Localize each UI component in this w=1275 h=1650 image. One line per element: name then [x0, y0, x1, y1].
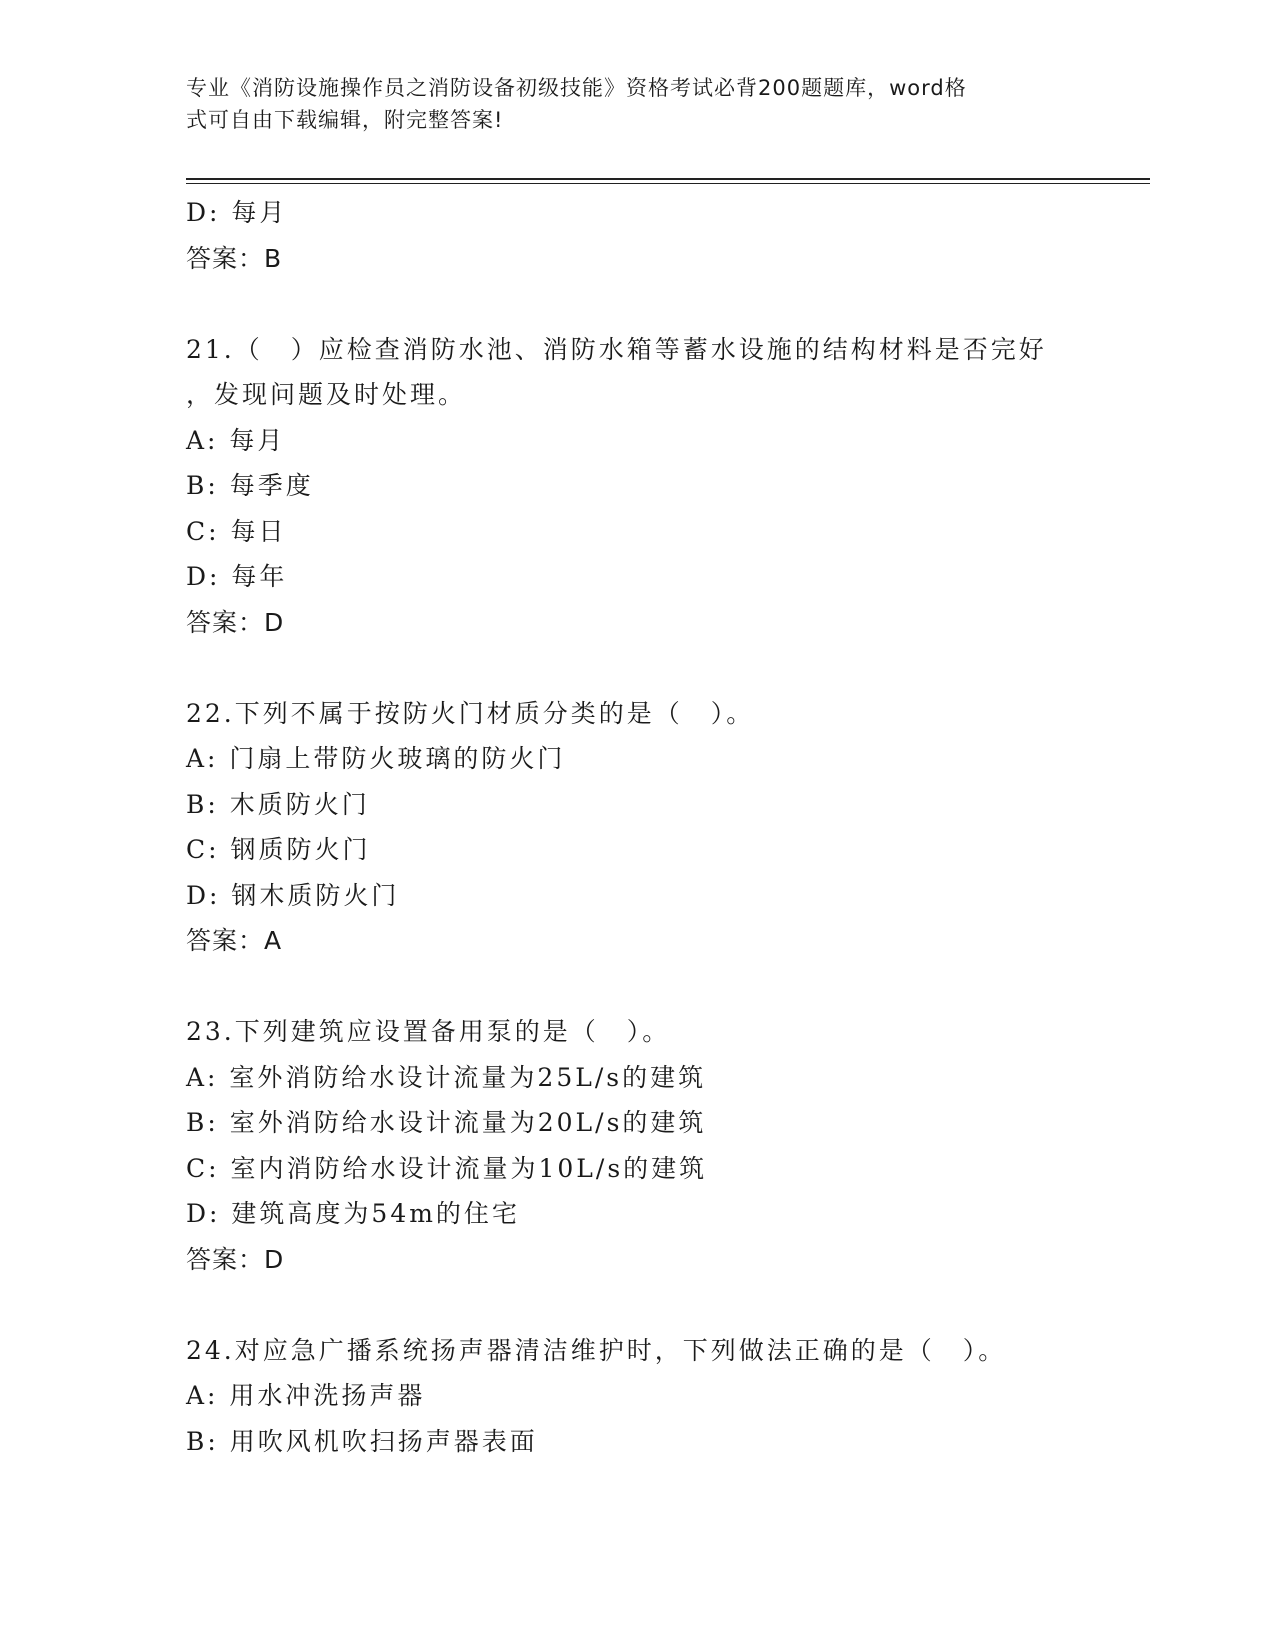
question-21-answer: 答案：D — [186, 607, 285, 637]
header-line-1: 专业《消防设施操作员之消防设备初级技能》资格考试必背200题题库，word格 — [186, 76, 967, 100]
question-list — [186, 190, 1106, 1464]
header-divider-thin — [186, 183, 1150, 184]
question-23-answer: 答案：D — [186, 1244, 285, 1274]
question-21-option-a: A: 每月 — [186, 425, 286, 455]
question-21-option-b: B: 每季度 — [186, 471, 314, 500]
question-22-option-d: D: 钢木质防火门 — [186, 880, 400, 910]
question-22-option-a: A: 门扇上带防火玻璃的防火门 — [186, 744, 566, 773]
question-22-answer: 答案：A — [186, 926, 283, 955]
question-21-stem-line-1: 21.（ ）应检查消防水池、消防水箱等蓄水设施的结构材料是否完好 — [186, 334, 1047, 364]
prev-option-d: D: 每月 — [186, 198, 288, 227]
question-21-option-c: C: 每日 — [186, 516, 287, 546]
document-header — [186, 72, 1066, 136]
question-24-option-a: A: 用水冲洗扬声器 — [186, 1381, 426, 1410]
spacer — [186, 281, 1106, 327]
spacer — [186, 645, 1106, 691]
question-23-stem: 23.下列建筑应设置备用泵的是（ ）。 — [186, 1017, 671, 1046]
question-22-stem: 22.下列不属于按防火门材质分类的是（ ）。 — [186, 698, 755, 728]
question-24-option-b: B: 用吹风机吹扫扬声器表面 — [186, 1426, 538, 1456]
spacer — [186, 964, 1106, 1010]
question-23-option-a: A: 室外消防给水设计流量为25L/s的建筑 — [186, 1062, 707, 1092]
question-23-option-c: C: 室内消防给水设计流量为10L/s的建筑 — [186, 1153, 708, 1183]
header-divider-thick — [186, 178, 1150, 180]
question-21-stem-line-2: ，发现问题及时处理。 — [186, 380, 467, 409]
spacer — [186, 1282, 1106, 1328]
prev-answer: 答案：B — [186, 243, 283, 273]
question-23-option-d: D: 建筑高度为54m的住宅 — [186, 1199, 520, 1228]
question-22-option-b: B: 木质防火门 — [186, 789, 370, 819]
question-21-option-d: D: 每年 — [186, 562, 288, 591]
question-22-option-c: C: 钢质防火门 — [186, 835, 371, 864]
question-23-option-b: B: 室外消防给水设计流量为20L/s的建筑 — [186, 1108, 707, 1137]
header-line-2: 式可自由下载编辑，附完整答案! — [186, 108, 504, 132]
question-24-stem: 24.对应急广播系统扬声器清洁维护时，下列做法正确的是（ ）。 — [186, 1335, 1007, 1365]
